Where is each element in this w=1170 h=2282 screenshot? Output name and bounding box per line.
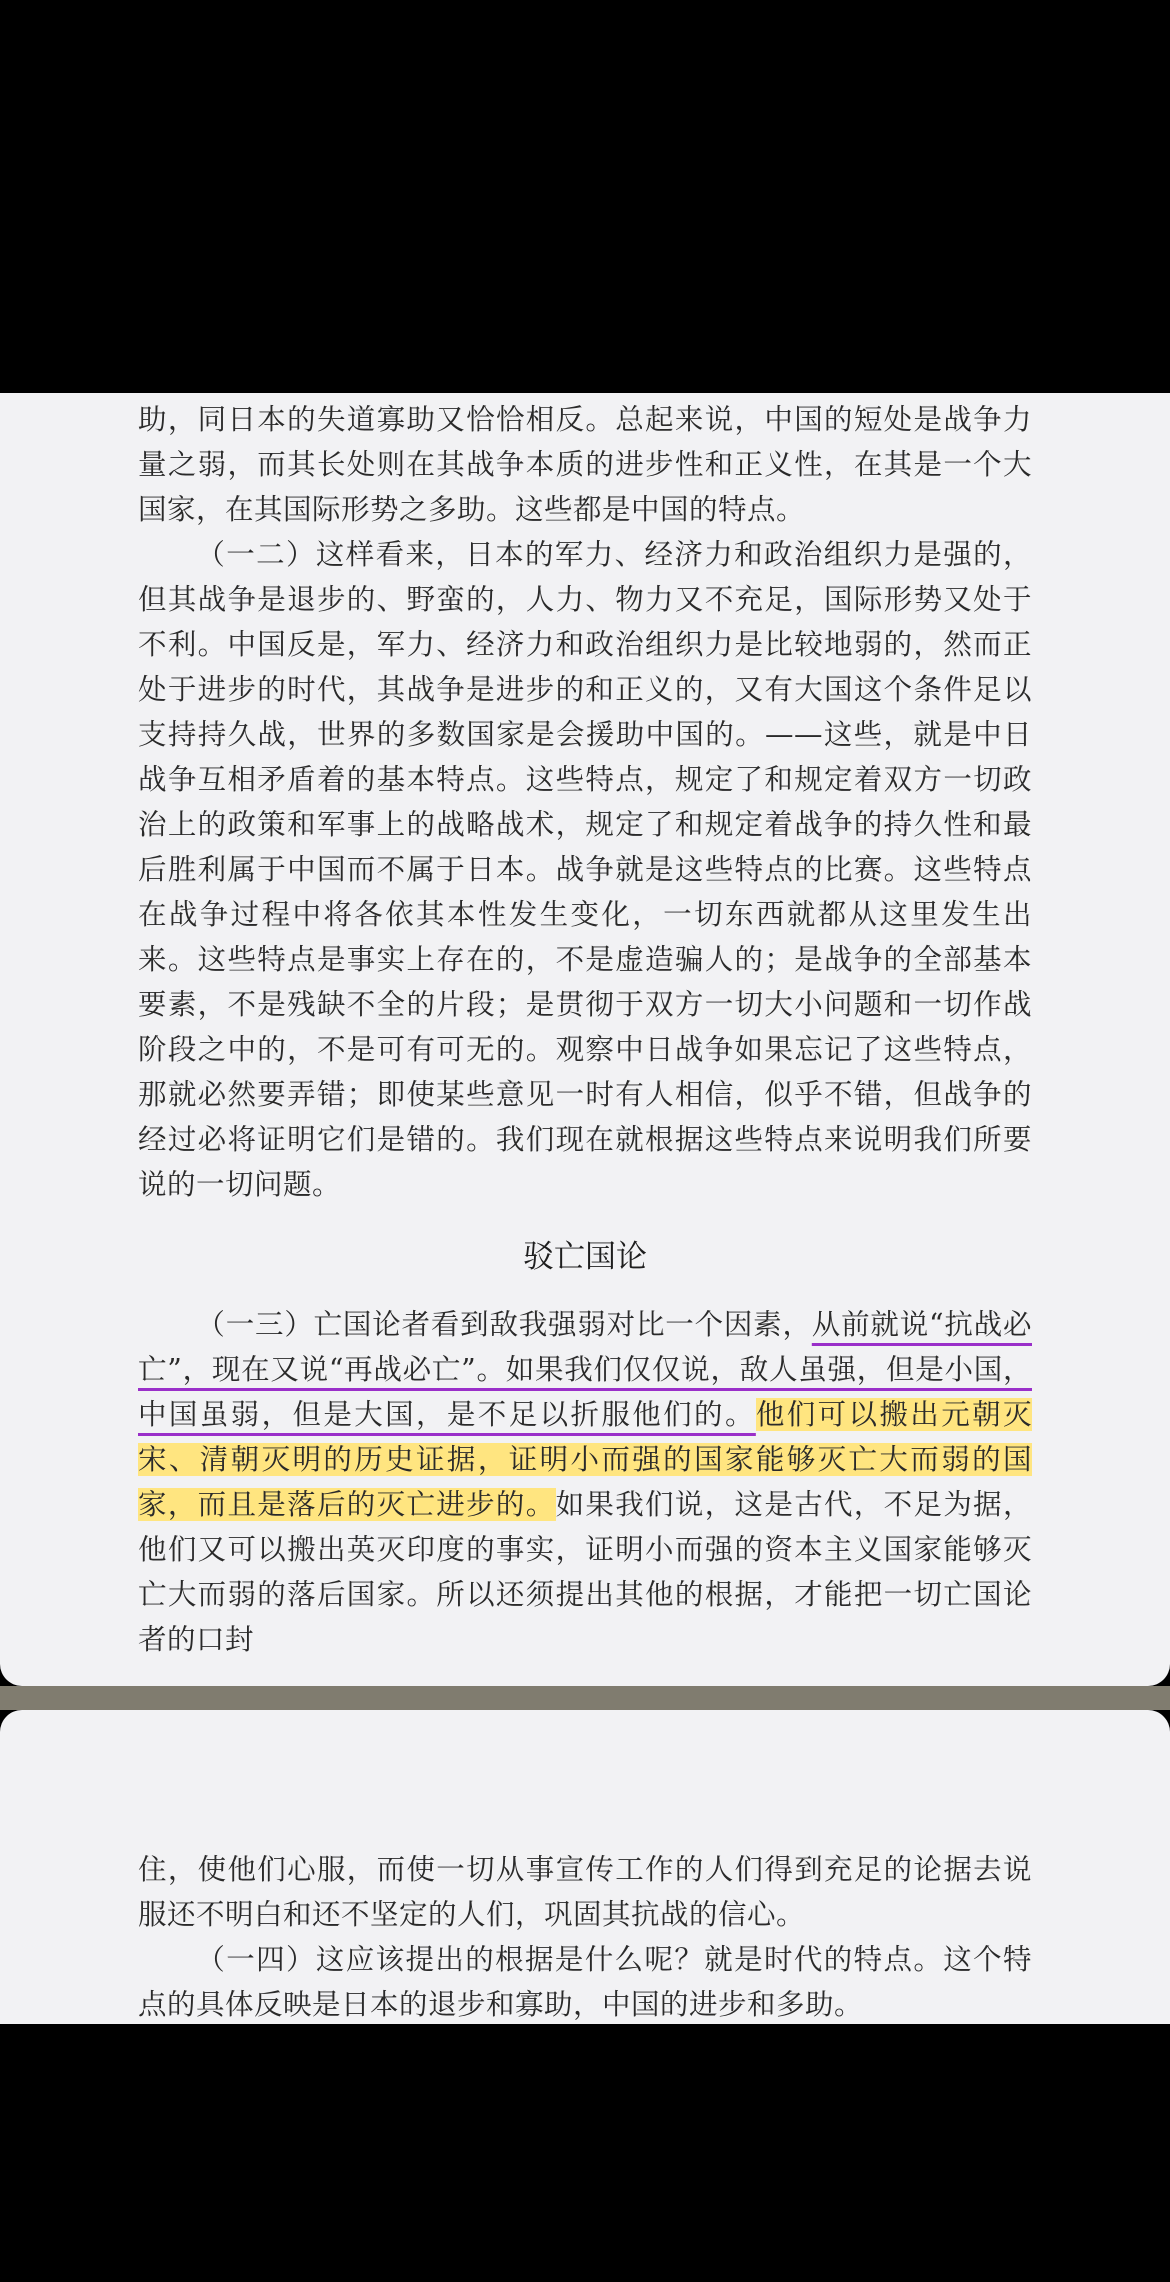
document-page-1	[0, 393, 1170, 1686]
paragraph-continuation: 助，同日本的失道寡助又恰恰相反。总起来说，中国的短处是战争力量之弱，而其长处则在其战争本质的进步性和正义性，在其是一个大国家，在其国际形势之多助。这些都是中国的特点。	[138, 403, 1032, 526]
highlighted-annotation[interactable]: 他们可以搬出元朝灭宋、清朝灭明的历史证据，证明小而强的国家能够灭亡大而弱的国家，而且是落后的灭亡进步的。	[138, 1398, 1032, 1521]
document-page-2	[0, 1710, 1170, 2024]
underlined-annotation[interactable]: 从前就说“抗战必亡”，现在又说“再战必亡”。如果我们仅仅说，敌人虽强，但是小国，中国虽弱，但是大国，是不足以折服他们的。	[138, 1308, 1032, 1431]
section-heading: 驳亡国论	[523, 1239, 647, 1275]
paragraph-14: （一四）这应该提出的根据是什么呢？就是时代的特点。这个特点的具体反映是日本的退步和寡助，中国的进步和多助。	[138, 1943, 1032, 2021]
page-gap	[0, 1686, 1170, 1710]
paragraph-13-plain-start: （一三）亡国论者看到敌我强弱对比一个因素，	[196, 1308, 812, 1341]
paragraph-13-plain-end: 如果我们说，这是古代，不足为据，他们又可以搬出英灭印度的事实，证明小而强的资本主义国家能够灭亡大而弱的落后国家。所以还须提出其他的根据，才能把一切亡国论者的口封	[138, 1488, 1032, 1656]
paragraph-13	[138, 1302, 1032, 1662]
paragraph-12: （一二）这样看来，日本的军力、经济力和政治组织力是强的，但其战争是退步的、野蛮的，人力、物力又不充足，国际形势又处于不利。中国反是，军力、经济力和政治组织力是比较地弱的，然而正处于进步的时代，其战争是进步的和正义的，又有大国这个条件足以支持持久战，世界的多数国家是会援助中国的。——这些，就是中日战争互相矛盾着的基本特点。这些特点，规定了和规定着双方一切政治上的政策和军事上的战略战术，规定了和规定着战争的持久性和最后胜利属于中国而不属于日本。战争就是这些特点的比赛。这些特点在战争过程中将各依其本性发生变化，一切东西就都从这里发生出来。这些特点是事实上存在的，不是虚造骗人的；是战争的全部基本要素，不是残缺不全的片段；是贯彻于双方一切大小问题和一切作战阶段之中的，不是可有可无的。观察中日战争如果忘记了这些特点，那就必然要弄错；即使某些意见一时有人相信，似乎不错，但战争的经过必将证明它们是错的。我们现在就根据这些特点来说明我们所要说的一切问题。	[138, 538, 1032, 1201]
paragraph-continuation-2: 住，使他们心服，而使一切从事宣传工作的人们得到充足的论据去说服还不明白和还不坚定的人们，巩固其抗战的信心。	[138, 1853, 1032, 1931]
